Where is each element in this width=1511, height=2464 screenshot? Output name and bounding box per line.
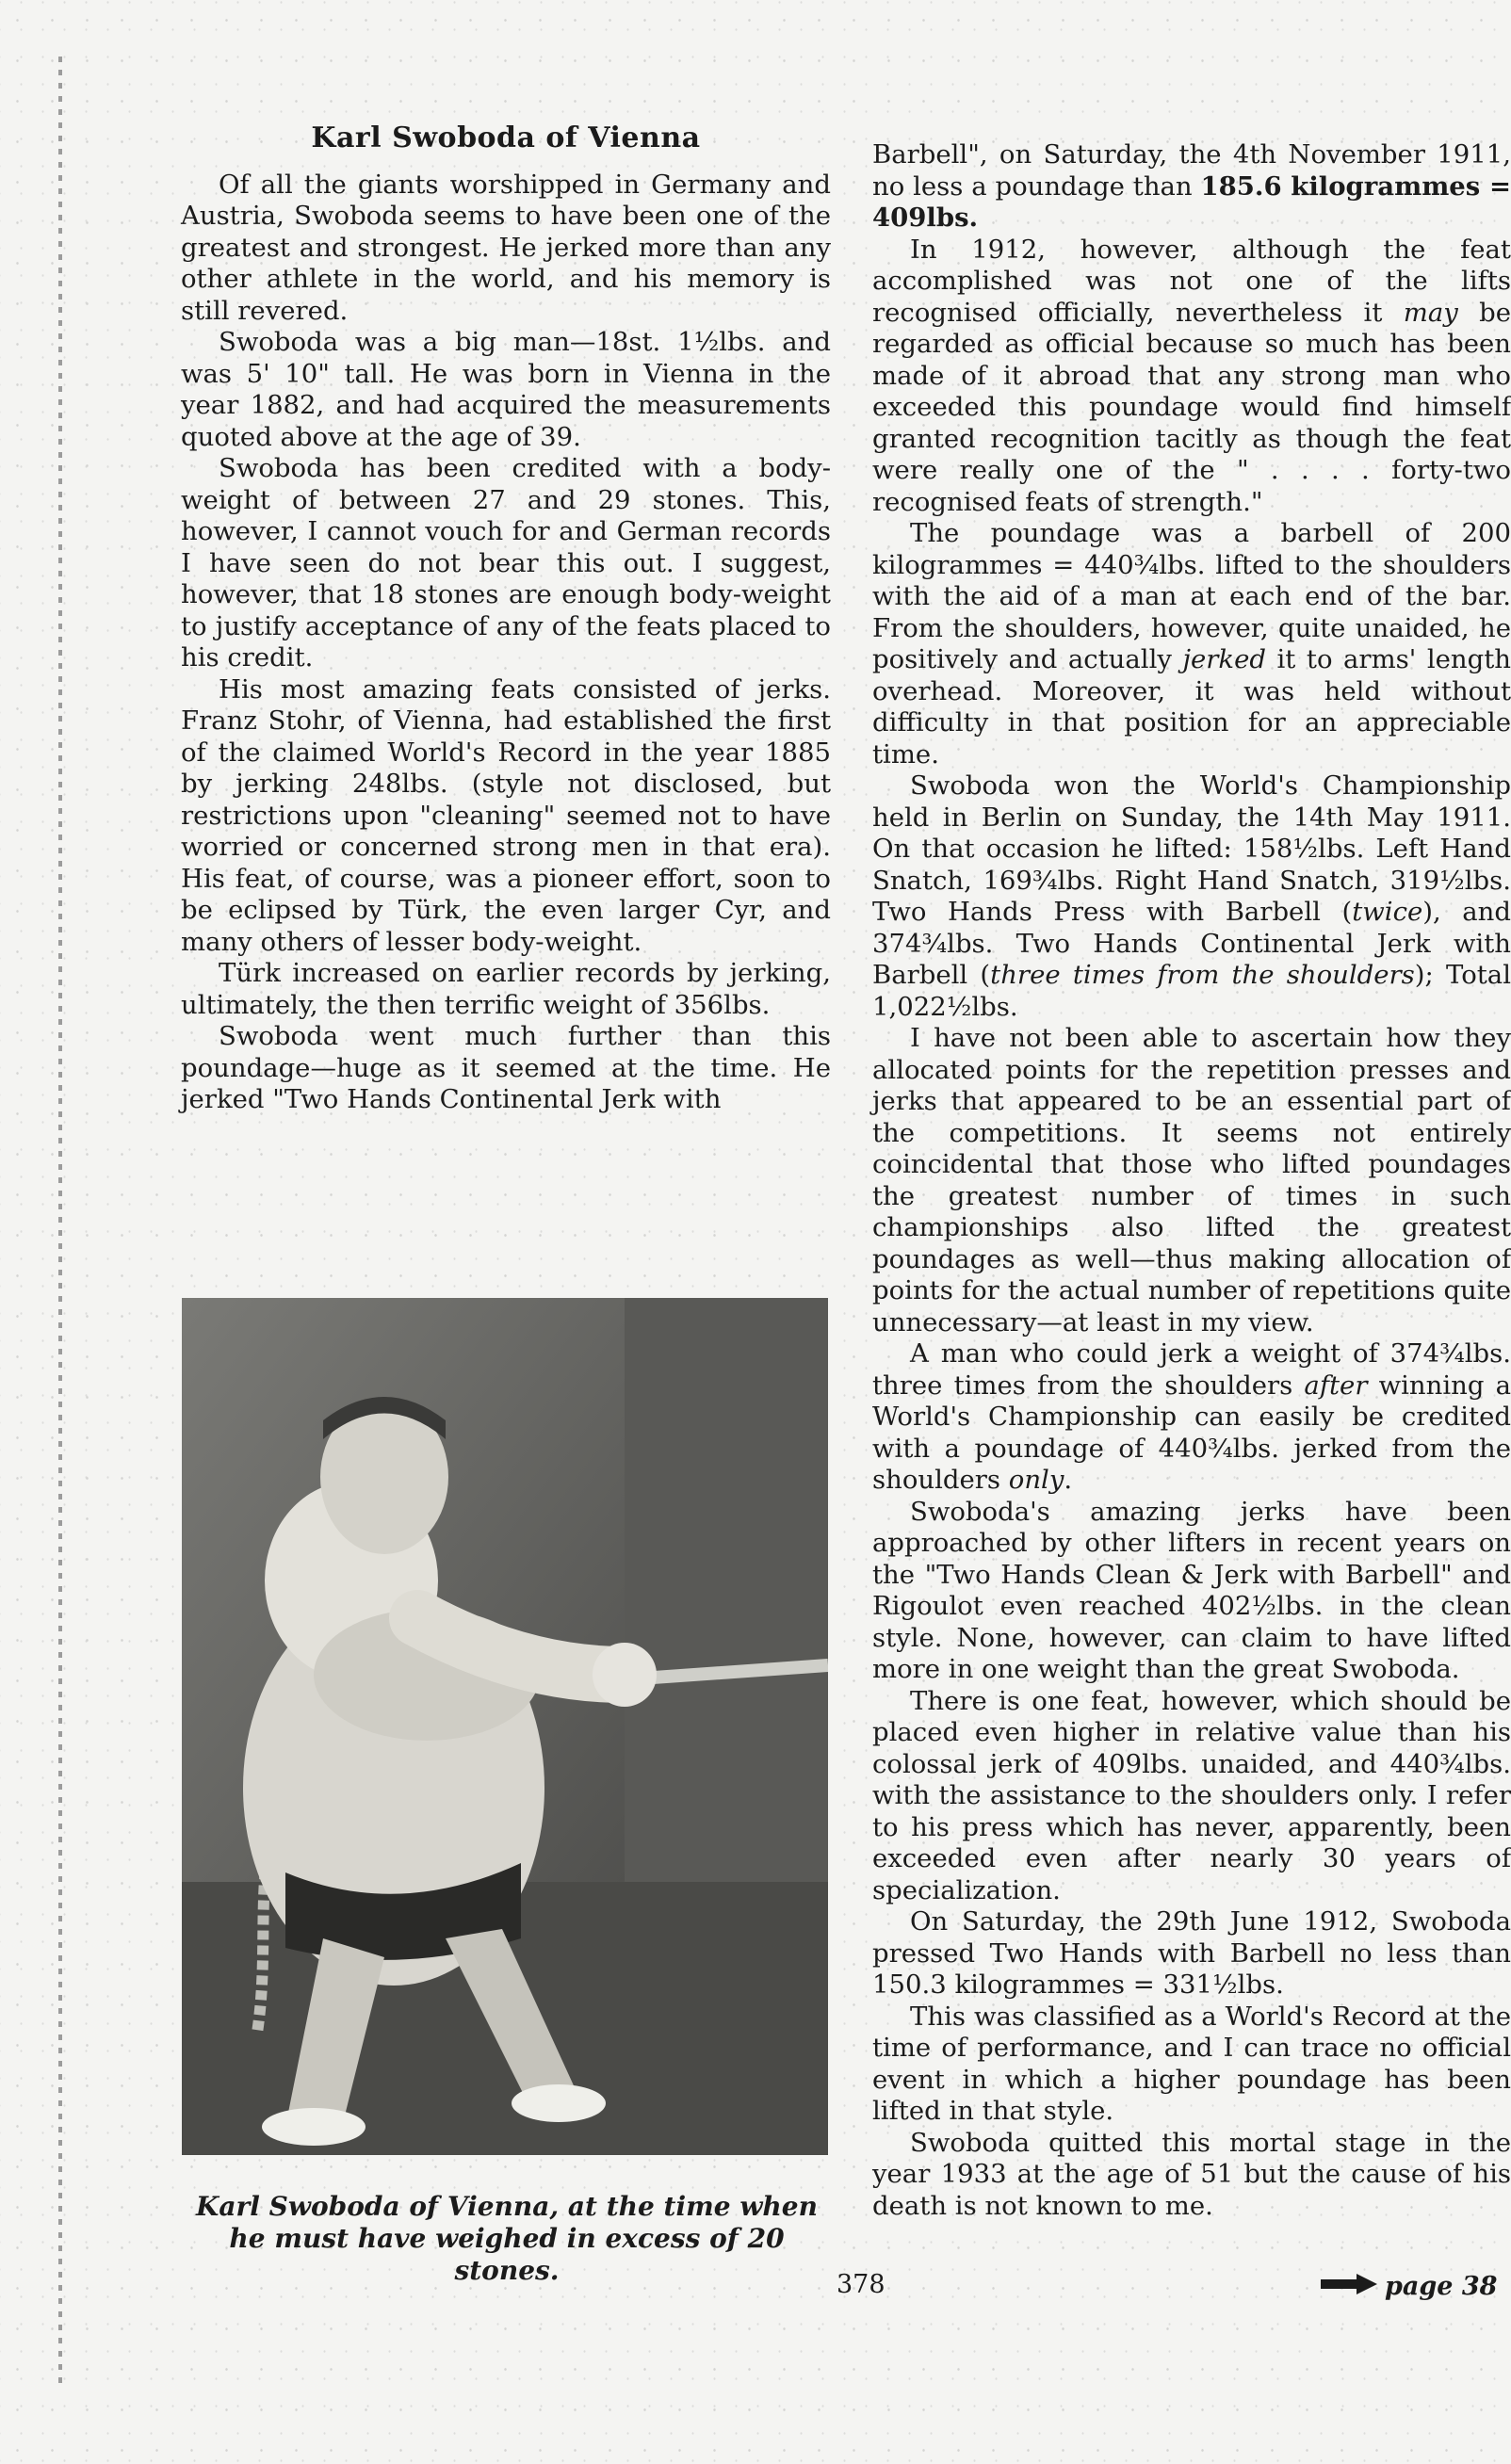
right-column [872, 139, 1511, 2222]
page-edge [58, 57, 62, 2383]
paragraph: I have not been able to ascertain how they allocated points for the repetition presses and jerks that appeared to be an essential part of the competitions. It seems not entirely coincidental that those who lifted poundages the greatest number of times in such championships also lifted the greatest poundages as well—thus making allocation of points for the actual number of repetitions quite unnecessary—at least in my view. [872, 1023, 1511, 1337]
paragraph: Türk increased on earlier records by jerking, ultimately, the then terrific weight of 356lbs. [181, 958, 831, 1020]
continued-label: page 38 [1385, 2272, 1498, 2301]
paragraph: On Saturday, the 29th June 1912, Swoboda pressed Two Hands with Barbell no less than 150.3 kilogrammes = 331½lbs. [872, 1906, 1511, 2000]
left-column [181, 122, 831, 1116]
paragraph: Swoboda quitted this mortal stage in the year 1933 at the age of 51 but the cause of his death is not known to me. [872, 2127, 1511, 2221]
paragraph: This was classified as a World's Record at the time of performance, and I can trace no official event in which a higher poundage has been lifted in that style. [872, 2001, 1511, 2126]
paragraph: A man who could jerk a weight of 374¾lbs. three times from the shoulders after winning a World's Championship can easily be credited with a poundage of 440¾lbs. jerked from the shoulders only. [872, 1338, 1511, 1495]
paragraph: Swoboda has been credited with a body-weight of between 27 and 29 stones. This, however, I cannot vouch for and German records I have seen do not bear this out. I suggest, however, that 18 stones are enough body-weight to justify acceptance of any of the feats placed to his credit. [181, 453, 831, 673]
paragraph: Swoboda's amazing jerks have been approached by other lifters in recent years on the "Two Hands Clean & Jerk with Barbell" and Rigoulot even reached 402½lbs. in the clean style. None, however, can claim to have lifted more in one weight than the great Swoboda. [872, 1496, 1511, 1684]
page-number: 378 [837, 2270, 885, 2299]
paragraph: Swoboda went much further than this poundage—huge as it seemed at the time. He jerked "Two Hands Continental Jerk with [181, 1021, 831, 1114]
paragraph: His most amazing feats consisted of jerks. Franz Stohr, of Vienna, had established the first of the claimed World's Record in the year 1885 by jerking 248lbs. (style not disclosed, but restrictions upon "cleaning" seemed not to have worried or concerned strong men in that era). His feat, of course, was a pioneer effort, soon to be eclipsed by Türk, the even larger Cyr, and many others of lesser body-weight. [181, 673, 831, 957]
continued-on-page [1319, 2272, 1497, 2303]
pointing-hand-icon [1319, 2272, 1379, 2303]
photo-caption: Karl Swoboda of Vienna, at the time when he must have weighed in excess of 20 stones. [196, 2191, 818, 2286]
article-headline: Karl Swoboda of Vienna [311, 122, 701, 154]
paragraph: The poundage was a barbell of 200 kilogrammes = 440¾lbs. lifted to the shoulders with the aid of a man at each end of the bar. From the shoulders, however, quite unaided, he positively and actually jerked it to arms' length overhead. Moreover, it was held without difficulty in that position for an appreciable time. [872, 518, 1511, 770]
swoboda-photo-illustration [182, 1298, 828, 2155]
paragraph: In 1912, however, although the feat accomplished was not one of the lifts recognised officially, nevertheless it may be regarded as official because so much has been made of it abroad that any strong man who exceeded this poundage would find himself granted recognition tacitly as though the feat were really one of the " . . . . forty-two recognised feats of strength." [872, 234, 1511, 517]
paragraph: Swoboda won the World's Championship held in Berlin on Sunday, the 14th May 1911. On that occasion he lifted: 158½lbs. Left Hand Snatch, 169¾lbs. Right Hand Snatch, 319½lbs. Two Hands Press with Barbell (twice), and 374¾lbs. Two Hands Continental Jerk with Barbell (three times from the shoulders); Total 1,022½lbs. [872, 770, 1511, 1022]
paragraph: Swoboda was a big man—18st. 1½lbs. and was 5' 10" tall. He was born in Vienna in the year 1882, and had acquired the measurements quoted above at the age of 39. [181, 327, 831, 452]
paragraph: Barbell", on Saturday, the 4th November 1911, no less a poundage than 185.6 kilogrammes = 409lbs. [872, 139, 1511, 233]
swoboda-photo [182, 1298, 828, 2155]
paragraph: Of all the giants worshipped in Germany and Austria, Swoboda seems to have been one of the greatest and strongest. He jerked more than any other athlete in the world, and his memory is still revered. [181, 169, 831, 326]
paragraph: There is one feat, however, which should be placed even higher in relative value than his colossal jerk of 409lbs. unaided, and 440¾lbs. with the assistance to the shoulders only. I refer to his press which has never, apparently, been exceeded even after nearly 30 years of specialization. [872, 1685, 1511, 1905]
